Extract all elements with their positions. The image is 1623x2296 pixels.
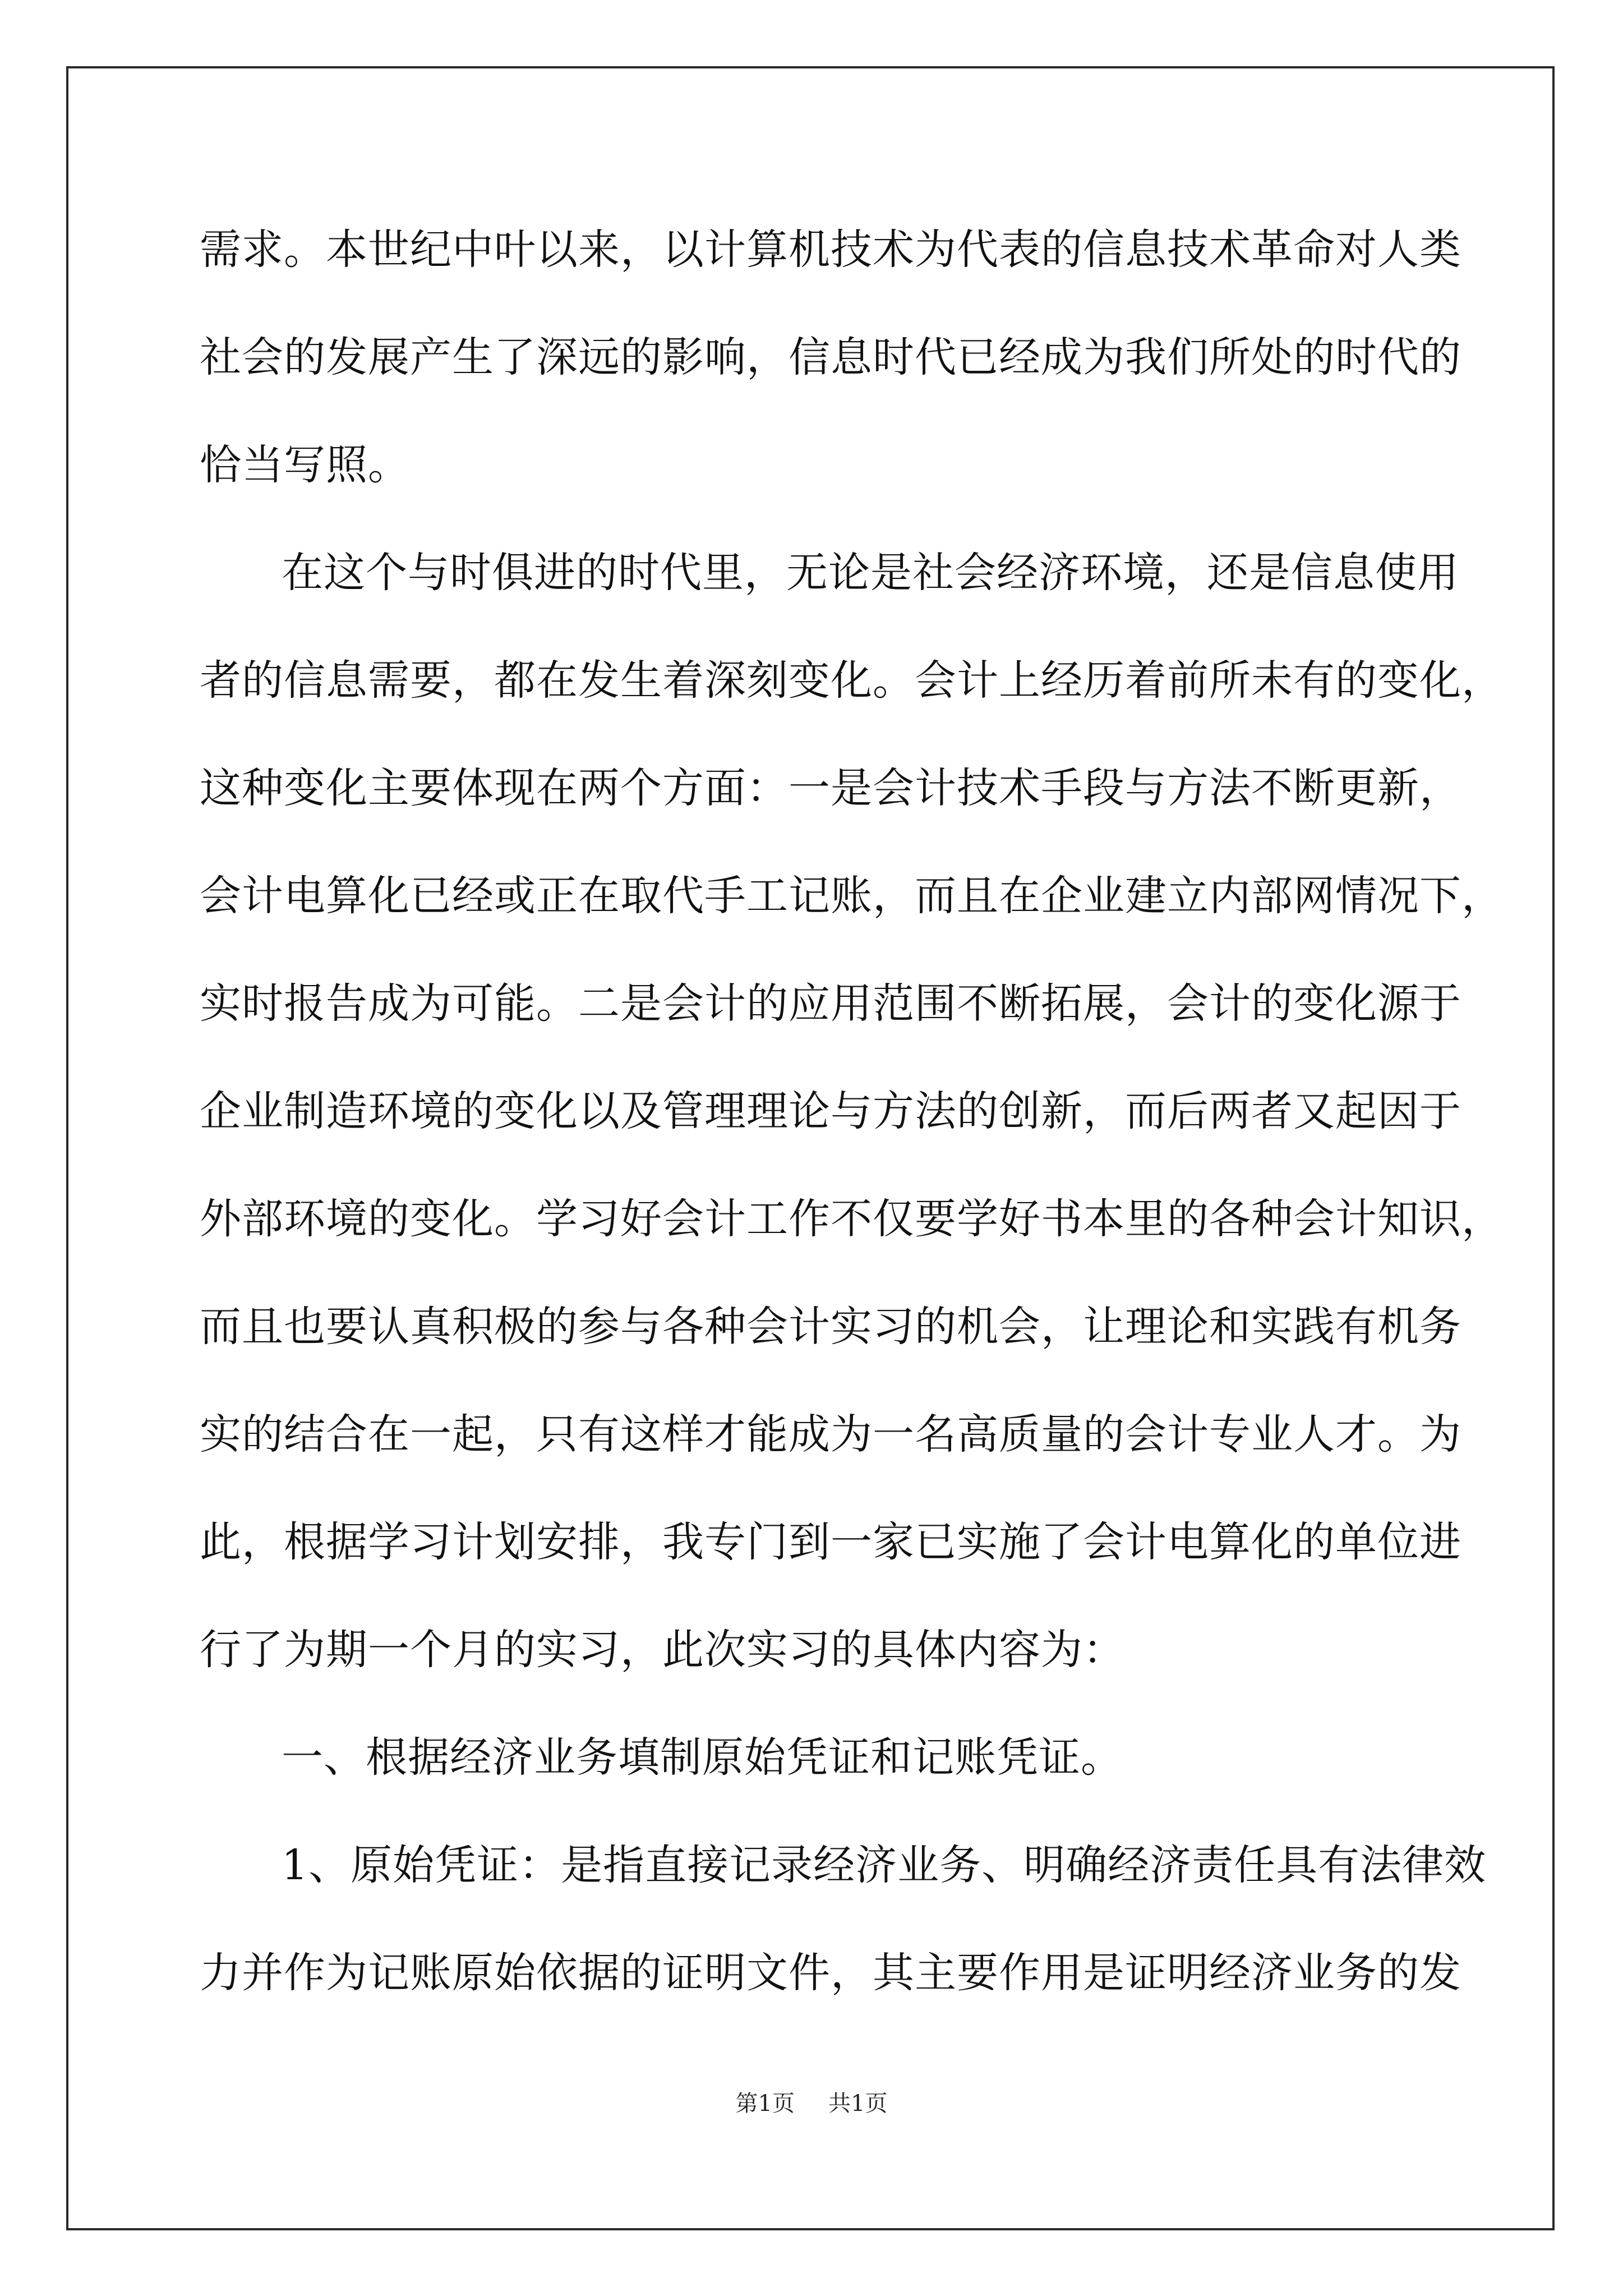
page-number: 第1页: [735, 2091, 795, 2116]
paragraph-start-line: 在这个与时俱进的时代里，无论是社会经济环境，还是信息使用: [282, 549, 1459, 597]
section-heading: 一、根据经济业务填制原始凭证和记账凭证。: [282, 1733, 1123, 1782]
text-line: 行了为期一个月的实习，此次实习的具体内容为：: [200, 1626, 1125, 1674]
text-line: 外部环境的变化。学习好会计工作不仅要学好书本里的各种会计知识，: [200, 1195, 1504, 1243]
text-line: 恰当写照。: [200, 441, 410, 489]
page-total: 共1页: [828, 2091, 888, 2116]
text-line: 这种变化主要体现在两个方面：一是会计技术手段与方法不断更新，: [200, 764, 1461, 812]
text-line: 力并作为记账原始依据的证明文件，其主要作用是证明经济业务的发: [200, 1949, 1461, 1997]
page-footer: [0, 2087, 1623, 2120]
text-line: 会计电算化已经或正在取代手工记账，而且在企业建立内部网情况下，: [200, 872, 1504, 920]
text-line: 此，根据学习计划安排，我专门到一家已实施了会计电算化的单位进: [200, 1518, 1461, 1566]
text-line: 而且也要认真积极的参与各种会计实习的机会，让理论和实践有机务: [200, 1303, 1461, 1351]
text-line: 需求。本世纪中叶以来，以计算机技术为代表的信息技术革命对人类: [200, 226, 1461, 274]
text-line: 企业制造环境的变化以及管理理论与方法的创新，而后两者又起因于: [200, 1087, 1461, 1135]
text-line: 实时报告成为可能。二是会计的应用范围不断拓展，会计的变化源于: [200, 979, 1461, 1028]
document-body: [200, 216, 1504, 2047]
text-line: 社会的发展产生了深远的影响，信息时代已经成为我们所处的时代的: [200, 333, 1461, 381]
text-line: 者的信息需要，都在发生着深刻变化。会计上经历着前所未有的变化，: [200, 656, 1504, 705]
paragraph-start-line: 1、原始凭证：是指直接记录经济业务、明确经济责任具有法律效: [282, 1841, 1487, 1889]
text-line: 实的结合在一起，只有这样才能成为一名高质量的会计专业人才。为: [200, 1410, 1461, 1458]
